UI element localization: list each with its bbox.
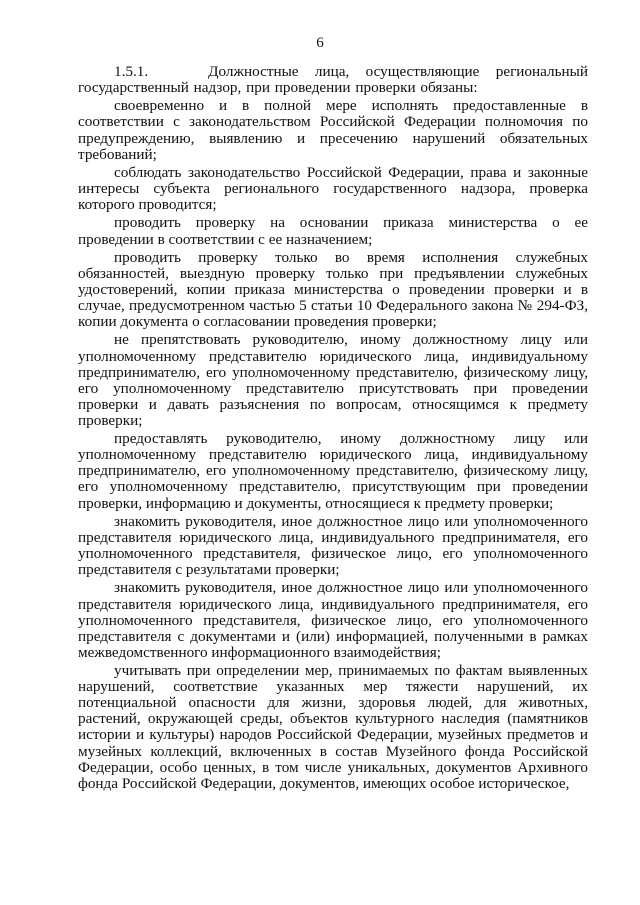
duty-paragraph: проводить проверку только во время исполнения служебных обязанностей, выездную проверку только при предъявлении служебных удостоверений, копии приказа министерства о проведении проверки и в случае, предусмотренном частью 5 статьи 10 Федерального закона № 294-ФЗ, копии документа о согласовании проведения проверки; (78, 248, 588, 331)
duty-paragraph: не препятствовать руководителю, иному должностному лицу или уполномоченному представителю юридического лица, индивидуальному предпринимателю, его уполномоченному представителю, физическому лицу, его уполномоченному представителю присутствовать при проведении проверки и давать разъяснения по вопросам, относящимся к предмету проверки; (78, 331, 588, 429)
paragraph-1-5-1 (78, 64, 588, 96)
document-body (78, 64, 588, 794)
clause-text: Должностные лица, осуществляющие региональный государственный надзор, при проведении проверки обязаны: (78, 63, 588, 97)
duty-paragraph: учитывать при определении мер, принимаемых по фактам выявленных нарушений, соответствие указанных мер тяжести нарушений, их потенциальной опасности для жизни, здоровья людей, для животных, растений, окружающей среды, объектов культурного наследия (памятников истории и культуры) народов Российской Федерации, музейных предметов и музейных коллекций, включенных в состав Музейного фонда Российской Федерации, особо ценных, в том числе уникальных, документов Архивного фонда Российской Федерации, документов, имеющих особое историческое, (78, 662, 588, 792)
duty-paragraph: предоставлять руководителю, иному должностному лицу или уполномоченному представителю юридического лица, индивидуальному предпринимателю, его уполномоченному представителю, физическому лицу, его уполномоченному представителю, присутствующим при проведении проверки, информацию и документы, относящиеся к предмету проверки; (78, 430, 588, 512)
duty-paragraph: знакомить руководителя, иное должностное лицо или уполномоченного представителя юридического лица, индивидуального предпринимателя, его уполномоченного представителя, физическое лицо, его уполномоченного представителя с документами и (или) информацией, полученными в рамках межведомственного информационного взаимодействия; (78, 579, 588, 661)
duty-paragraph: знакомить руководителя, иное должностное лицо или уполномоченного представителя юридического лица, индивидуального предпринимателя, его уполномоченного представителя, физическое лицо, его уполномоченного представителя с результатами проверки; (78, 512, 588, 579)
duty-paragraph: своевременно и в полной мере исполнять предоставленные в соответствии с законодательством Российской Федерации полномочия по предупреждению, выявлению и пресечению нарушений обязательных требований; (78, 97, 588, 163)
duty-paragraph: соблюдать законодательство Российской Федерации, права и законные интересы субъекта регионального государственного надзора, проверка которого проводится; (78, 163, 588, 214)
duty-paragraph: проводить проверку на основании приказа министерства о ее проведении в соответствии с ее назначением; (78, 214, 588, 248)
page-number: 6 (316, 35, 324, 51)
clause-number: 1.5.1. (114, 63, 149, 80)
